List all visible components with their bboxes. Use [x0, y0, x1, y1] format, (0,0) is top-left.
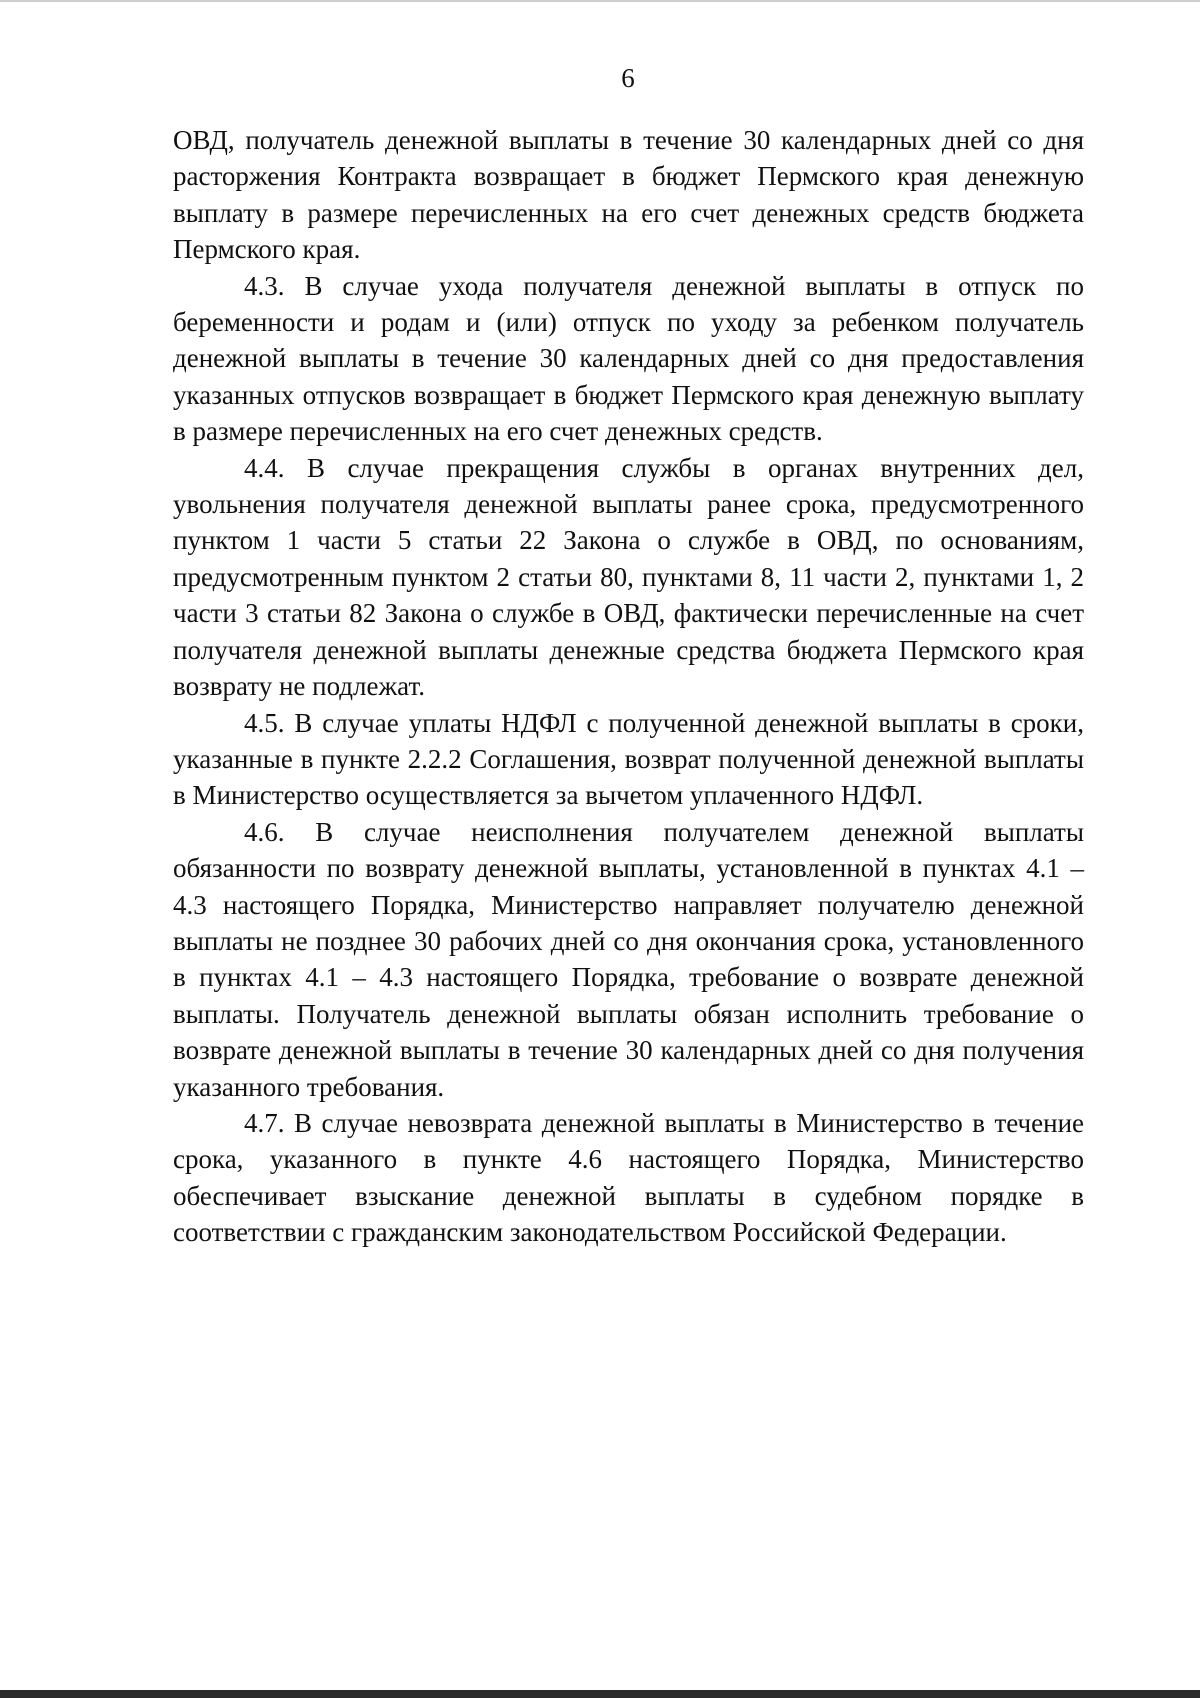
paragraph-4-5: 4.5. В случае уплаты НДФЛ с полученной денежной выплаты в сроки, указанные в пункте 2.2.2 Соглашения, возврат полученной денежной выплаты в Министерство осуществляется за вычетом уплаченного НДФЛ.: [173, 707, 1084, 811]
paragraph-4-6: 4.6. В случае неисполнения получателем денежной выплаты обязанности по возврату денежной выплаты, установленной в пунктах 4.1 – 4.3 настоящего Порядка, Министерство направляет получателю денежной выплаты не позднее 30 рабочих дней со дня окончания срока, установленного в пунктах 4.1 – 4.3 настоящего Порядка, требование о возврате денежной выплаты. Получатель денежной выплаты обязан исполнить требование о возврате денежной выплаты в течение 30 календарных дней со дня получения указанного требования.: [173, 816, 1084, 1102]
scan-edge-bottom: [0, 1690, 1200, 1698]
paragraph-continuation: ОВД, получатель денежной выплаты в течение 30 календарных дней со дня расторжения Контракта возвращает в бюджет Пермского края денежную выплату в размере перечисленных на его счет денежных средств бюджета Пермского края.: [173, 125, 1084, 265]
paragraph-4-4: 4.4. В случае прекращения службы в органах внутренних дел, увольнения получателя денежной выплаты ранее срока, предусмотренного пунктом 1 части 5 статьи 22 Закона о службе в ОВД, по основаниям, предусмотренным пунктом 2 статьи 80, пунктами 8, 11 части 2, пунктами 1, 2 части 3 статьи 82 Закона о службе в ОВД, фактически перечисленные на счет получателя денежной выплаты денежные средства бюджета Пермского края возврату не подлежат.: [173, 452, 1084, 702]
paragraph-4-3: 4.3. В случае ухода получателя денежной выплаты в отпуск по беременности и родам и (или) отпуск по уходу за ребенком получатель денежной выплаты в течение 30 календарных дней со дня предоставления указанных отпусков возвращает в бюджет Пермского края денежную выплату в размере перечисленных на его счет денежных средств.: [173, 270, 1084, 447]
scan-edge-top: [0, 0, 1200, 2]
page-number: 6: [621, 63, 635, 93]
paragraph-4-7: 4.7. В случае невозврата денежной выплаты в Министерство в течение срока, указанного в пункте 4.6 настоящего Порядка, Министерство обеспечивает взыскание денежной выплаты в судебном порядке в соответствии с гражданским законодательством Российской Федерации.: [173, 1107, 1084, 1248]
document-body: [173, 122, 1084, 1251]
